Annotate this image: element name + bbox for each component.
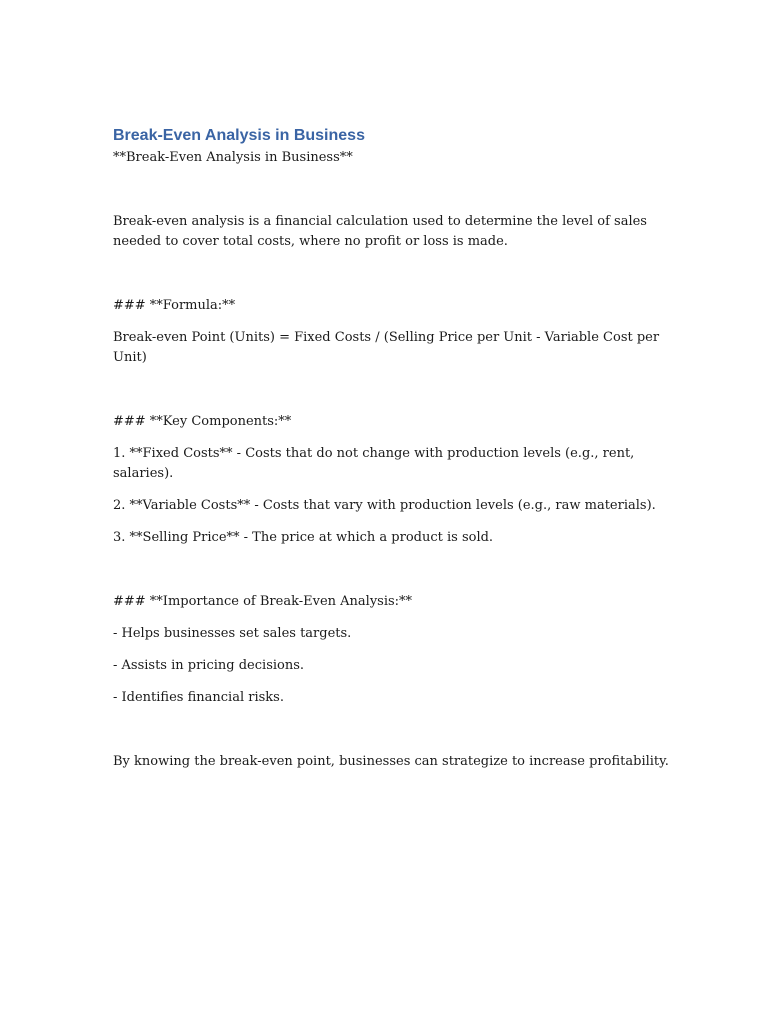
component-item: 2. **Variable Costs** - Costs that vary with production levels (e.g., raw materials). bbox=[113, 498, 656, 513]
importance-item: - Helps businesses set sales targets. bbox=[113, 626, 352, 641]
components-heading: ### **Key Components:** bbox=[113, 414, 292, 429]
formula-paragraph: Break-even Point (Units) = Fixed Costs / (Selling Price per Unit - Variable Cost per Unit) bbox=[113, 330, 664, 365]
subtitle-paragraph: **Break-Even Analysis in Business** bbox=[113, 150, 353, 165]
importance-item: - Assists in pricing decisions. bbox=[113, 658, 305, 673]
formula-heading: ### **Formula:** bbox=[113, 298, 236, 313]
document-title: Break-Even Analysis in Business bbox=[113, 127, 365, 144]
component-item: 3. **Selling Price** - The price at which a product is sold. bbox=[113, 530, 494, 545]
conclusion-paragraph: By knowing the break-even point, businesses can strategize to increase profitability. bbox=[113, 754, 669, 769]
document-body bbox=[113, 126, 673, 772]
component-item: 1. **Fixed Costs** - Costs that do not change with production levels (e.g., rent, salaries). bbox=[113, 446, 639, 481]
importance-item: - Identifies financial risks. bbox=[113, 690, 284, 705]
intro-paragraph: Break-even analysis is a financial calculation used to determine the level of sales needed to cover total costs, where no profit or loss is made. bbox=[113, 214, 652, 249]
importance-heading: ### **Importance of Break-Even Analysis:** bbox=[113, 594, 413, 609]
